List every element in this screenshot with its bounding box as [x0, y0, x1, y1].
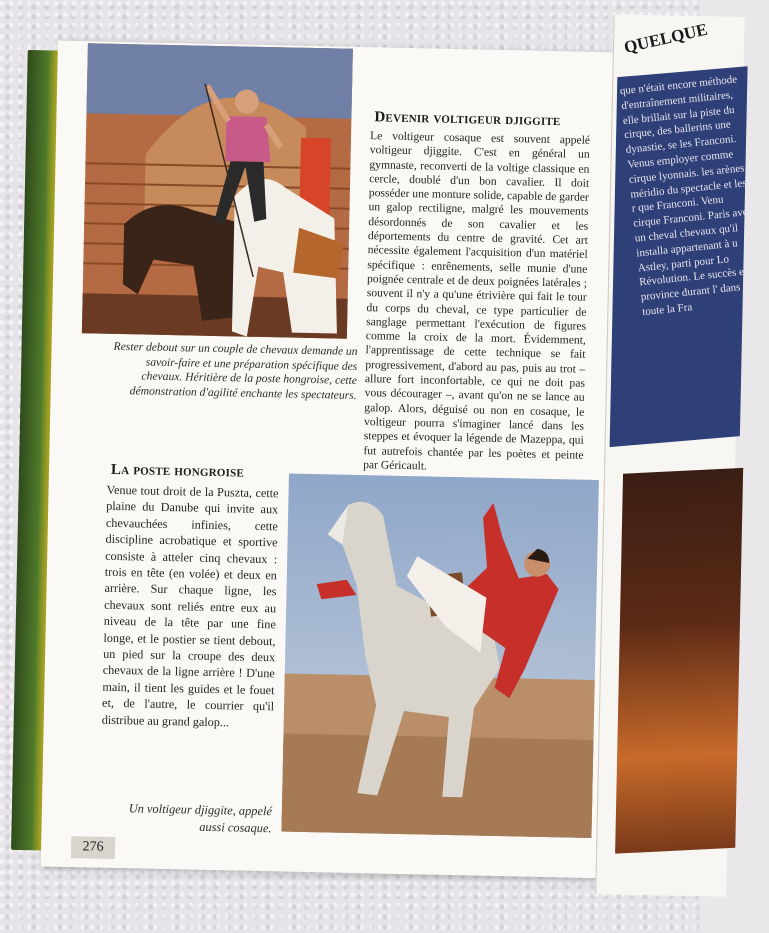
open-book — [11, 19, 754, 883]
caption-bottom-photo: Un voltigeur djiggite, appelé aussi cosaque. — [128, 801, 273, 836]
section-heading-devenir-voltigeur: Devenir voltigeur djiggite — [374, 109, 561, 130]
facing-page-title: QUELQUE — [622, 19, 710, 57]
facing-page — [595, 14, 754, 897]
photo-djiggite-rider-red — [281, 474, 598, 838]
photo-rider-standing-on-two-horses — [82, 43, 353, 338]
facing-page-text: que n'était encore méthode d'entraînement militaires, elle brillait sur la piste du cirque, des ballerins une dynastie, se les Franconi. Venus employer comme cirque lyonnais. les arènes méridio du spectacle et les r que Franconi. Venu cirque Franconi. Paris avec un cheval chevaux qu'il installa appartenant à u Astley, parti pour Lo Révolution. Le succès en province durant l' dans toute la Fra — [619, 73, 754, 319]
caption-top-photo: Rester debout sur un couple de chevaux demande un savoir-faire et une préparation spécifique des chevaux. Héritière de la poste hongroise, cette démonstration d'agilité enchante les spectateurs. — [113, 339, 358, 402]
paragraph-voltigeur-djiggite: Le voltigeur cosaque est souvent appelé voltigeur djiggite. C'est en général un gymnaste, reconverti de la voltige classique en cercle, doublé d'un bon cavalier. Il doit posséder une monture solide, capable de garder un galop rectiligne, malgré les mouvements désordonnés de son cavalier et les déportements du centre de gravité. Cet art nécessite également l'acquisition d'un matériel spécifique : enrênements, selle munie d'une poignée centrale et de deux poignées latérales ; souvent il n'y a qu'une étrivière qui fait le tour du corps du cheval, ce type particulier de sanglage permettant l'exécution de figures comme la croix de la mort. Évidemment, l'apprentissage de cette technique se fait progressivement, d'abord au pas, puis au trot – allure fort inconfortable, ce qui ne doit pas vous décourager –, avant qu'on ne se lance au galop. Alors, déguisé ou non en cosaque, le voltigeur pourra s'imaginer lancé dans les steppes et évoquer la légende de Mazeppa, qui fut autrefois chantée par les poètes et peinte par Géricault. — [363, 129, 591, 473]
paragraph-poste-hongroise: Venue tout droit de la Puszta, cette plaine du Danube qui invite aux chevauchées infinies, cette discipline acrobatique et sportive consiste à atteler cinq chevaux : trois en tête (en volée) et deux en arrière. Sur chaque ligne, les chevaux sont reliés entre eux au niveau de la tête par une fine longe, et le postier se tient debout, un pied sur la croupe des deux chevaux de la ligne arrière ! D'une main, il tient les guides et le fouet et, de l'autre, le courrier qu'il distribue au grand galop... — [101, 482, 279, 730]
section-heading-poste-hongroise: La poste hongroise — [110, 461, 245, 481]
page-number: 276 — [71, 836, 115, 859]
left-page — [41, 41, 613, 878]
facing-page-photo — [615, 468, 743, 854]
